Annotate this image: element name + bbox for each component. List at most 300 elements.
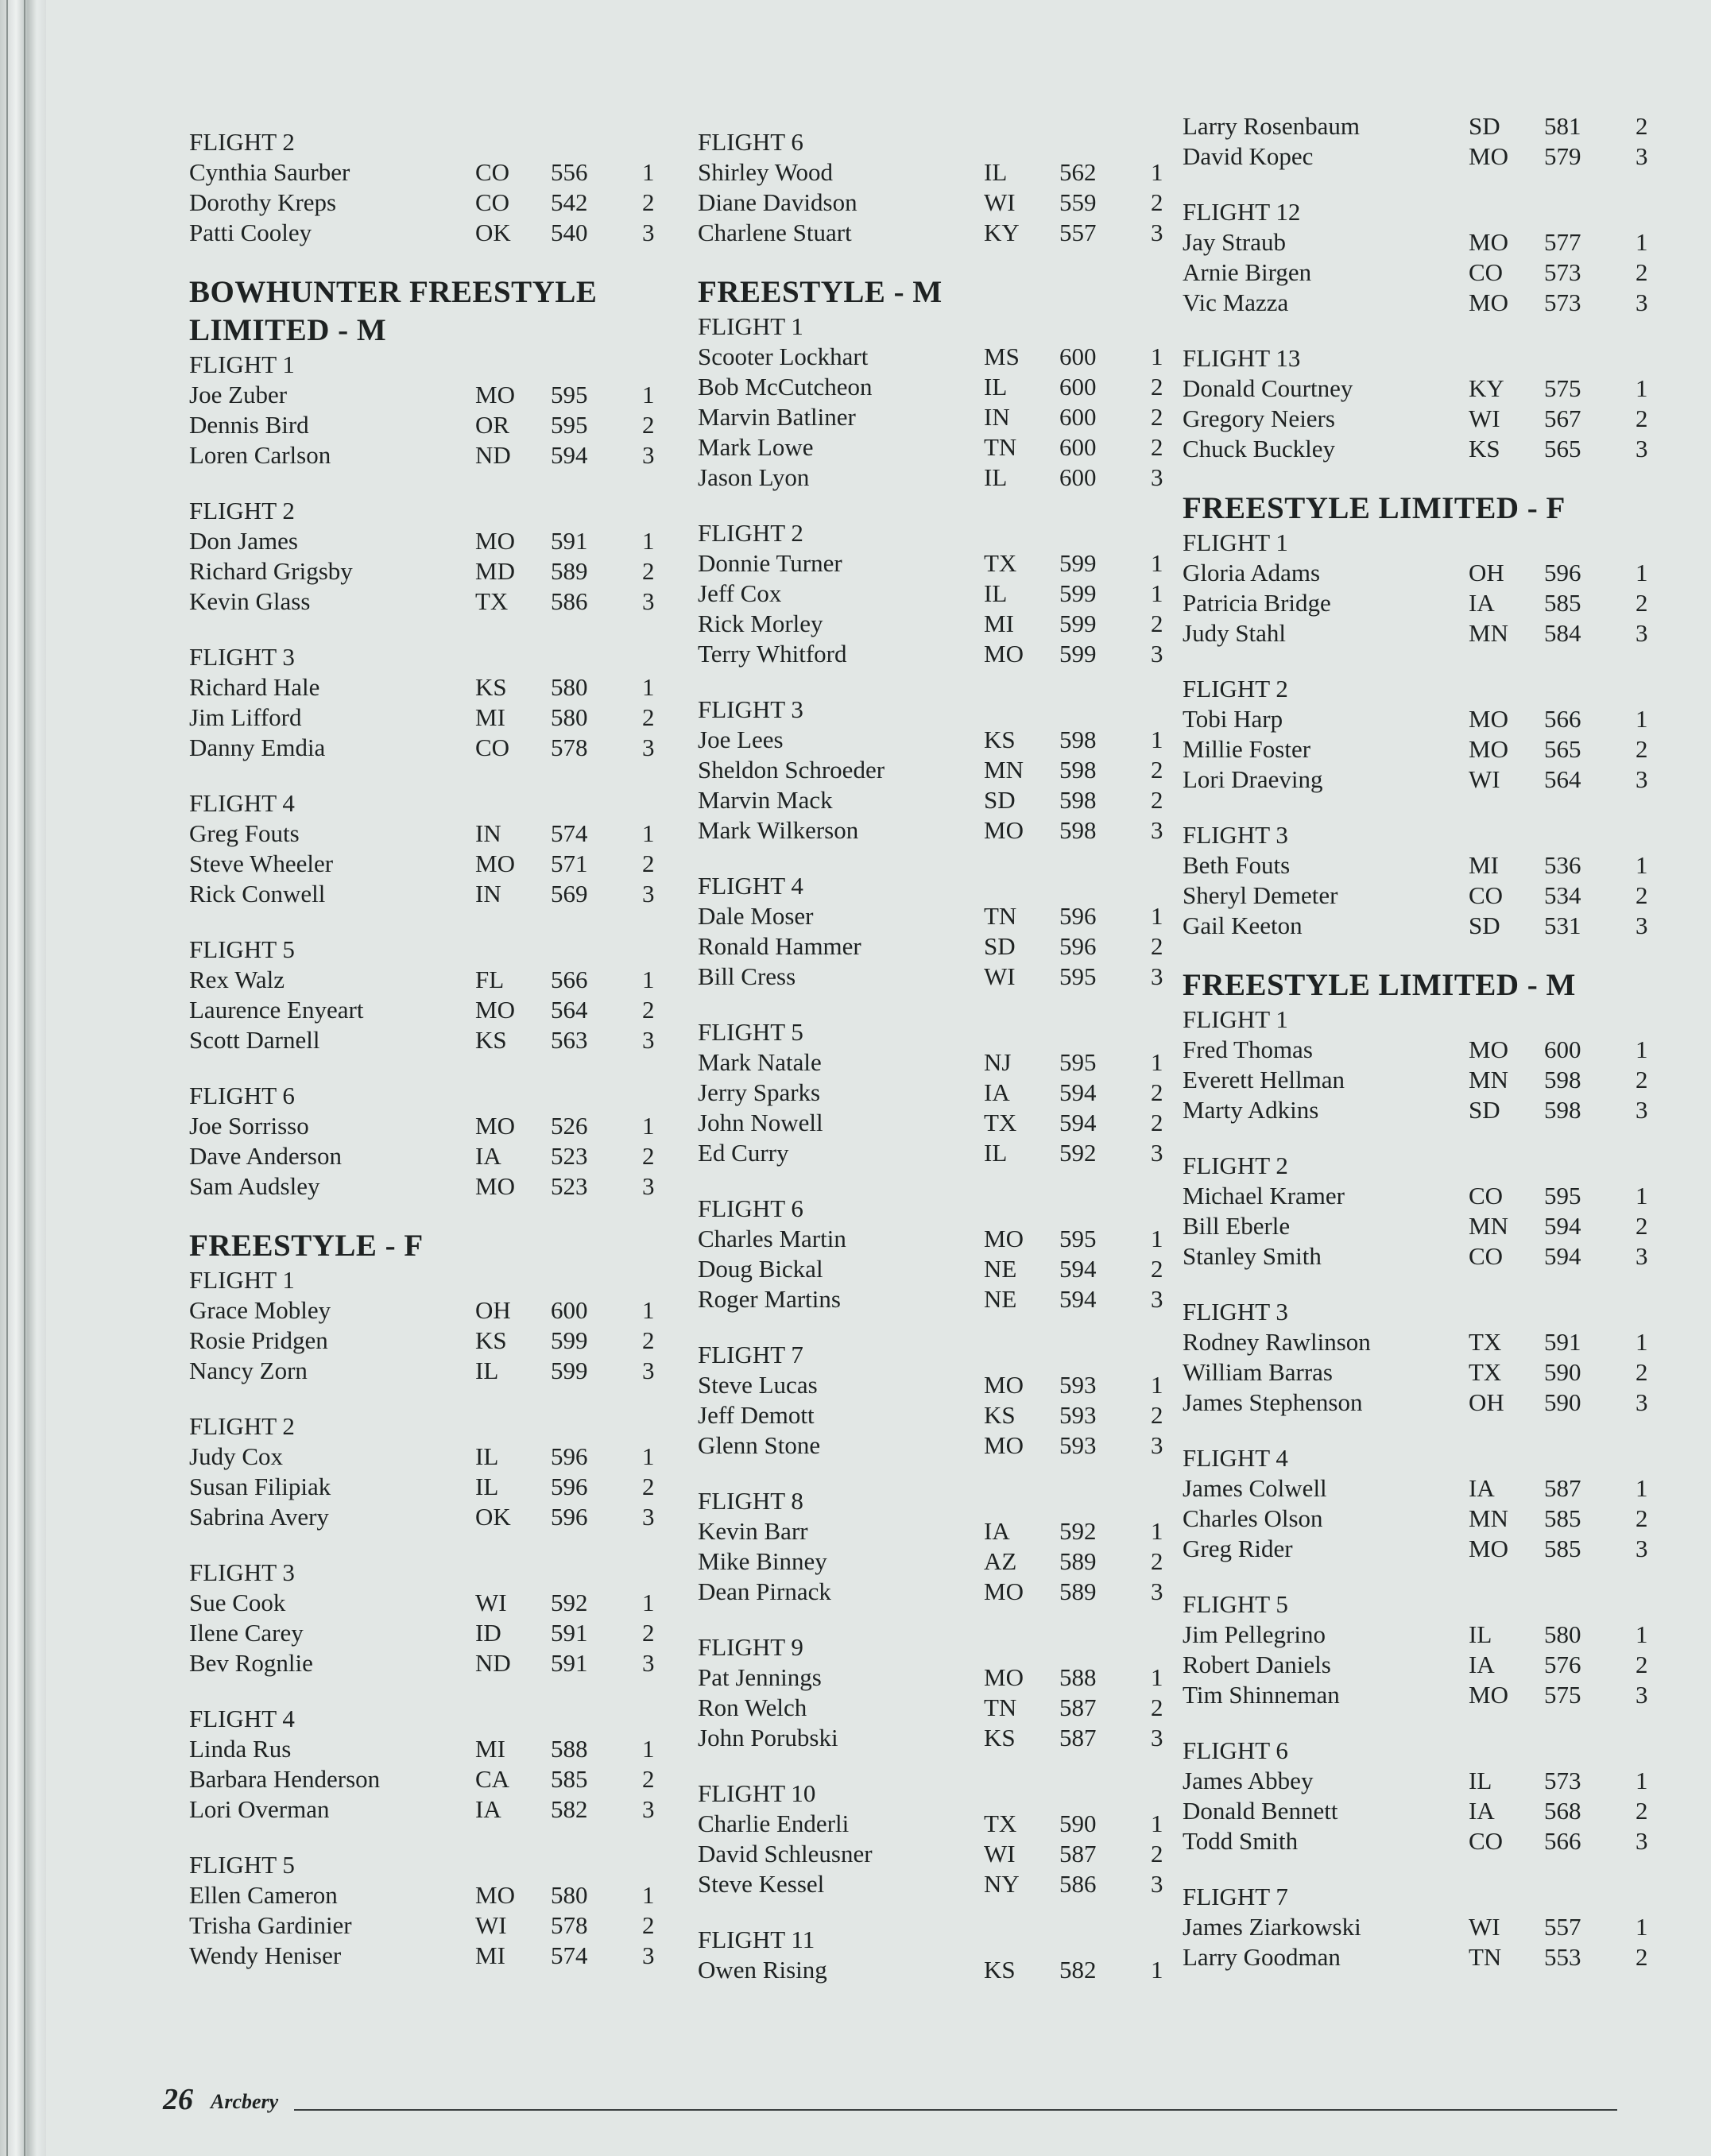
archer-place: 2 [642,996,655,1024]
archer-score: 585 [551,1765,588,1793]
flight-label: FLIGHT 8 [698,1487,803,1515]
flight-label: FLIGHT 4 [698,872,803,900]
flight-label: FLIGHT 6 [698,128,803,156]
archer-name: James Abbey [1183,1767,1314,1794]
archer-name: Jay Straub [1183,228,1287,256]
magazine-name: Arcbery [211,2090,279,2113]
archer-score: 578 [551,1911,588,1939]
archer-state: IL [984,463,1008,491]
archer-place: 1 [1636,228,1648,256]
archer-name: Scott Darnell [189,1026,320,1054]
archer-name: James Stephenson [1183,1388,1363,1416]
archer-place: 3 [1636,765,1648,793]
result-row [189,703,666,733]
result-row [698,548,1163,579]
flight-label: FLIGHT 6 [1183,1736,1288,1764]
archer-name: Wendy Heniser [189,1941,342,1969]
result-row [698,1370,1163,1400]
result-row [698,1078,1163,1108]
result-row [189,440,666,470]
flight-group [1183,528,1675,648]
archer-score: 575 [1544,1681,1581,1709]
result-row [1183,704,1675,734]
archer-score: 536 [1544,851,1581,879]
archer-place: 3 [1636,1535,1648,1562]
archer-score: 593 [1059,1401,1097,1429]
archer-state: SD [1469,912,1500,939]
archer-state: CO [1469,1242,1504,1270]
flight-label: FLIGHT 12 [1183,198,1301,226]
archer-state: NJ [984,1048,1012,1076]
archer-state: TX [1469,1328,1502,1356]
archer-state: IL [475,1442,499,1470]
archer-name: Charles Martin [698,1225,846,1252]
result-row [1183,1388,1675,1418]
archer-score: 556 [551,158,588,186]
archer-place: 2 [642,188,655,216]
archer-name: Ilene Carey [189,1619,304,1647]
archer-name: Jeff Cox [698,579,782,607]
result-row [698,1839,1163,1869]
archer-place: 3 [1151,1577,1163,1605]
archer-state: IL [1469,1767,1492,1794]
flight-label: FLIGHT 6 [189,1082,295,1109]
result-row [1183,881,1675,911]
archer-score: 566 [1544,1827,1581,1855]
archer-name: Dorothy Kreps [189,188,337,216]
archer-place: 3 [1636,1827,1648,1855]
result-row [698,785,1163,815]
archer-state: MI [1469,851,1499,879]
archer-score: 576 [1544,1651,1581,1678]
result-row [698,962,1163,992]
result-row [698,1516,1163,1546]
result-row [189,1941,666,1971]
archer-state: WI [984,962,1016,990]
archer-place: 2 [642,1326,655,1354]
flight-label: FLIGHT 3 [1183,821,1288,849]
archer-place: 1 [1151,343,1163,370]
archer-score: 582 [1059,1956,1097,1984]
archer-score: 587 [1544,1474,1581,1502]
result-row [698,1138,1163,1168]
archer-place: 1 [1636,1620,1648,1648]
flight-label: FLIGHT 5 [189,1851,295,1879]
result-row [698,1809,1163,1839]
archer-place: 2 [1636,112,1648,140]
archer-state: MI [475,1941,505,1969]
archer-score: 587 [1059,1840,1097,1868]
section-title: BOWHUNTER FREESTYLE LIMITED - M [189,275,598,347]
archer-place: 2 [1636,881,1648,909]
result-row [1183,1942,1675,1972]
archer-name: Steve Wheeler [189,850,334,877]
archer-name: Dean Pirnack [698,1577,831,1605]
archer-name: Richard Hale [189,673,320,701]
result-row [698,1430,1163,1461]
archer-place: 3 [642,441,655,469]
archer-place: 1 [642,1589,655,1616]
section-title: FREESTYLE LIMITED - F [1183,491,1566,525]
result-row [1183,1357,1675,1388]
archer-place: 3 [1151,1139,1163,1167]
archer-state: MD [475,557,515,585]
archer-score: 581 [1544,112,1581,140]
archer-score: 588 [551,1735,588,1763]
archer-state: IL [984,158,1008,186]
archer-place: 2 [1151,403,1163,431]
archer-score: 565 [1544,735,1581,763]
result-row [189,556,666,586]
archer-score: 580 [551,1881,588,1909]
result-row [1183,434,1675,464]
result-row [1183,1766,1675,1796]
flight-group [189,1265,666,1386]
archer-score: 523 [551,1172,588,1200]
flight-group [1183,1589,1675,1710]
flight-group [189,1411,666,1532]
result-row [1183,374,1675,404]
archer-name: Kevin Glass [189,587,311,615]
archer-name: Larry Goodman [1183,1943,1341,1971]
flight-group [1183,343,1675,464]
archer-state: KS [475,1326,507,1354]
archer-place: 1 [642,527,655,555]
archer-state: CO [475,188,510,216]
result-row [1183,1680,1675,1710]
result-row [189,1764,666,1794]
flight-label: FLIGHT 11 [698,1926,815,1953]
archer-place: 3 [1151,1431,1163,1459]
archer-state: KS [984,1401,1016,1429]
archer-state: IL [475,1473,499,1500]
archer-score: 595 [551,411,588,439]
archer-state: IA [1469,1651,1495,1678]
archer-state: MO [475,996,515,1024]
result-row [189,1880,666,1910]
flight-group [698,518,1163,669]
flight-group [1183,1882,1675,1972]
result-row [1183,404,1675,434]
flight-label: FLIGHT 6 [698,1194,803,1222]
flight-label: FLIGHT 4 [189,1705,295,1732]
archer-place: 3 [1151,219,1163,246]
result-row [698,402,1163,432]
archer-score: 568 [1544,1797,1581,1825]
section-title: FREESTYLE - M [698,275,943,309]
archer-place: 3 [1636,1681,1648,1709]
archer-name: Linda Rus [189,1735,292,1763]
archer-place: 3 [642,1941,655,1969]
archer-name: Sheldon Schroeder [698,756,885,784]
archer-place: 2 [1636,1212,1648,1240]
archer-place: 1 [1151,1517,1163,1545]
result-row [698,1723,1163,1753]
archer-score: 591 [1544,1328,1581,1356]
flight-group [189,1558,666,1678]
result-row [698,372,1163,402]
result-row [189,1025,666,1055]
archer-place: 3 [1636,619,1648,647]
archer-name: Jason Lyon [698,463,810,491]
section-title: FREESTYLE - F [189,1229,424,1263]
result-row [1183,1620,1675,1650]
archer-state: IA [475,1795,501,1823]
archer-score: 566 [551,966,588,993]
archer-place: 3 [1151,640,1163,668]
archer-place: 1 [1636,559,1648,586]
archer-state: WI [1469,404,1500,432]
archer-state: IN [475,819,501,847]
archer-name: Robert Daniels [1183,1651,1331,1678]
archer-score: 523 [551,1142,588,1170]
archer-name: David Kopec [1183,142,1314,170]
flight-label: FLIGHT 1 [1183,528,1288,556]
flight-label: FLIGHT 3 [189,643,295,671]
archer-place: 2 [642,1473,655,1500]
flight-group [189,1081,666,1202]
archer-place: 2 [1151,1547,1163,1575]
archer-place: 2 [642,1765,655,1793]
result-row [1183,1181,1675,1211]
archer-score: 531 [1544,912,1581,939]
archer-state: NE [984,1285,1017,1313]
flight-label: FLIGHT 2 [189,128,295,156]
archer-score: 578 [551,734,588,761]
result-row [189,1794,666,1825]
archer-score: 593 [1059,1431,1097,1459]
archer-name: Laurence Enyeart [189,996,364,1024]
archer-name: Larry Rosenbaum [1183,112,1360,140]
result-row [189,1326,666,1356]
archer-place: 2 [642,557,655,585]
archer-name: Susan Filipiak [189,1473,331,1500]
archer-name: Dennis Bird [189,411,309,439]
archer-place: 2 [642,411,655,439]
archer-state: MO [1469,288,1508,316]
flight-label: FLIGHT 2 [1183,1152,1288,1179]
result-row [698,609,1163,639]
archer-place: 2 [1636,258,1648,286]
archer-place: 1 [1151,1048,1163,1076]
archer-state: OH [1469,559,1504,586]
archer-state: SD [984,932,1016,960]
flight-group [189,1704,666,1825]
archer-name: Gail Keeton [1183,912,1303,939]
result-row [698,188,1163,218]
archer-score: 595 [1544,1182,1581,1210]
archer-score: 599 [551,1326,588,1354]
archer-state: CA [475,1765,510,1793]
archer-name: Tim Shinneman [1183,1681,1340,1709]
result-row [698,931,1163,962]
archer-name: Vic Mazza [1183,288,1289,316]
result-row [698,1400,1163,1430]
archer-place: 1 [1151,1956,1163,1984]
archer-name: Trisha Gardinier [189,1911,352,1939]
result-row [189,380,666,410]
flight-group [698,871,1163,992]
archer-score: 596 [1544,559,1581,586]
archer-state: TN [984,1693,1017,1721]
archer-place: 3 [1636,1242,1648,1270]
result-row [698,342,1163,372]
archer-place: 1 [1151,1371,1163,1399]
result-row [698,1254,1163,1284]
archer-state: TN [1469,1943,1502,1971]
archer-name: Mark Natale [698,1048,822,1076]
flight-group [698,1340,1163,1461]
archer-name: Lori Overman [189,1795,330,1823]
archer-state: MO [475,1881,515,1909]
archer-score: 595 [1059,962,1097,990]
result-row [698,432,1163,463]
archer-name: Donald Courtney [1183,374,1353,402]
archer-place: 1 [1636,374,1648,402]
archer-score: 564 [551,996,588,1024]
archer-name: Grace Mobley [189,1296,331,1324]
archer-score: 574 [551,1941,588,1969]
result-row [1183,1327,1675,1357]
archer-name: Judy Cox [189,1442,283,1470]
archer-score: 594 [1544,1242,1581,1270]
archer-state: MI [475,1735,505,1763]
flight-group [1183,1443,1675,1564]
archer-state: IA [1469,589,1495,617]
footer-rule [294,2109,1617,2111]
result-row [189,526,666,556]
archer-name: Patti Cooley [189,219,312,246]
archer-state: MO [984,1371,1024,1399]
archer-place: 3 [642,219,655,246]
result-row [698,1955,1163,1985]
archer-name: Jerry Sparks [698,1078,821,1106]
archer-name: Glenn Stone [698,1431,821,1459]
archer-state: WI [1469,765,1500,793]
archer-place: 1 [642,1112,655,1140]
result-row [1183,227,1675,257]
archer-state: TX [475,587,509,615]
archer-place: 1 [1636,1328,1648,1356]
archer-place: 3 [1151,816,1163,844]
archer-place: 1 [642,1735,655,1763]
archer-place: 3 [1636,288,1648,316]
archer-state: MO [475,850,515,877]
archer-place: 1 [642,1442,655,1470]
archer-place: 2 [1151,932,1163,960]
archer-name: Greg Fouts [189,819,300,847]
archer-place: 1 [1636,851,1648,879]
archer-name: Rick Conwell [189,880,326,908]
archer-name: Dave Anderson [189,1142,342,1170]
archer-score: 594 [1544,1212,1581,1240]
archer-name: Pat Jennings [698,1663,822,1691]
archer-score: 593 [1059,1371,1097,1399]
archer-place: 2 [1151,610,1163,637]
archer-name: Loren Carlson [189,441,331,469]
archer-state: MN [984,756,1024,784]
result-row [189,1141,666,1171]
archer-score: 599 [1059,640,1097,668]
result-row [189,1502,666,1532]
archer-state: CO [1469,1182,1504,1210]
archer-name: Ed Curry [698,1139,789,1167]
result-row [189,1618,666,1648]
archer-name: Bev Rognlie [189,1649,313,1677]
results-column-1 [189,127,666,1996]
flight-group [698,1632,1163,1753]
archer-score: 600 [1059,373,1097,401]
archer-state: TN [984,433,1017,461]
archer-name: Greg Rider [1183,1535,1293,1562]
archer-name: Richard Grigsby [189,557,353,585]
flight-label: FLIGHT 2 [1183,675,1288,703]
archer-score: 586 [551,587,588,615]
archer-place: 2 [1151,1401,1163,1429]
archer-score: 569 [551,880,588,908]
archer-place: 3 [1636,142,1648,170]
archer-place: 2 [1151,1693,1163,1721]
archer-place: 2 [642,703,655,731]
archer-name: Joe Lees [698,726,784,753]
archer-score: 598 [1544,1096,1581,1124]
archer-name: Everett Hellman [1183,1066,1345,1093]
archer-place: 1 [642,673,655,701]
archer-score: 574 [551,819,588,847]
archer-name: Ronald Hammer [698,932,861,960]
archer-state: WI [984,188,1016,216]
flight-group [698,1194,1163,1314]
flight-group [1183,1004,1675,1125]
archer-name: Rick Morley [698,610,823,637]
archer-name: Michael Kramer [1183,1182,1345,1210]
archer-state: MI [984,610,1014,637]
flight-group [698,1925,1163,1985]
archer-score: 599 [551,1357,588,1384]
archer-score: 590 [1544,1358,1581,1386]
result-row [189,965,666,995]
archer-name: Jim Pellegrino [1183,1620,1326,1648]
archer-state: IL [984,1139,1008,1167]
result-row [698,1224,1163,1254]
result-row [189,1734,666,1764]
archer-score: 585 [1544,589,1581,617]
archer-place: 1 [1151,158,1163,186]
archer-score: 587 [1059,1724,1097,1752]
archer-score: 595 [1059,1048,1097,1076]
result-row [1183,1826,1675,1856]
archer-state: MO [1469,735,1508,763]
flight-label: FLIGHT 10 [698,1779,816,1807]
archer-place: 2 [642,1911,655,1939]
archer-state: SD [1469,112,1500,140]
flight-group [1183,1736,1675,1856]
archer-place: 1 [642,1881,655,1909]
archer-score: 596 [1059,902,1097,930]
archer-state: TN [984,902,1017,930]
archer-place: 3 [642,1503,655,1531]
archer-state: KY [984,219,1020,246]
result-row [189,410,666,440]
archer-state: KS [984,1956,1016,1984]
archer-state: ID [475,1619,501,1647]
archer-score: 559 [1059,188,1097,216]
flight-label: FLIGHT 3 [1183,1298,1288,1326]
archer-state: IL [1469,1620,1492,1648]
archer-state: ND [475,441,511,469]
archer-state: MO [1469,1681,1508,1709]
archer-state: IA [475,1142,501,1170]
